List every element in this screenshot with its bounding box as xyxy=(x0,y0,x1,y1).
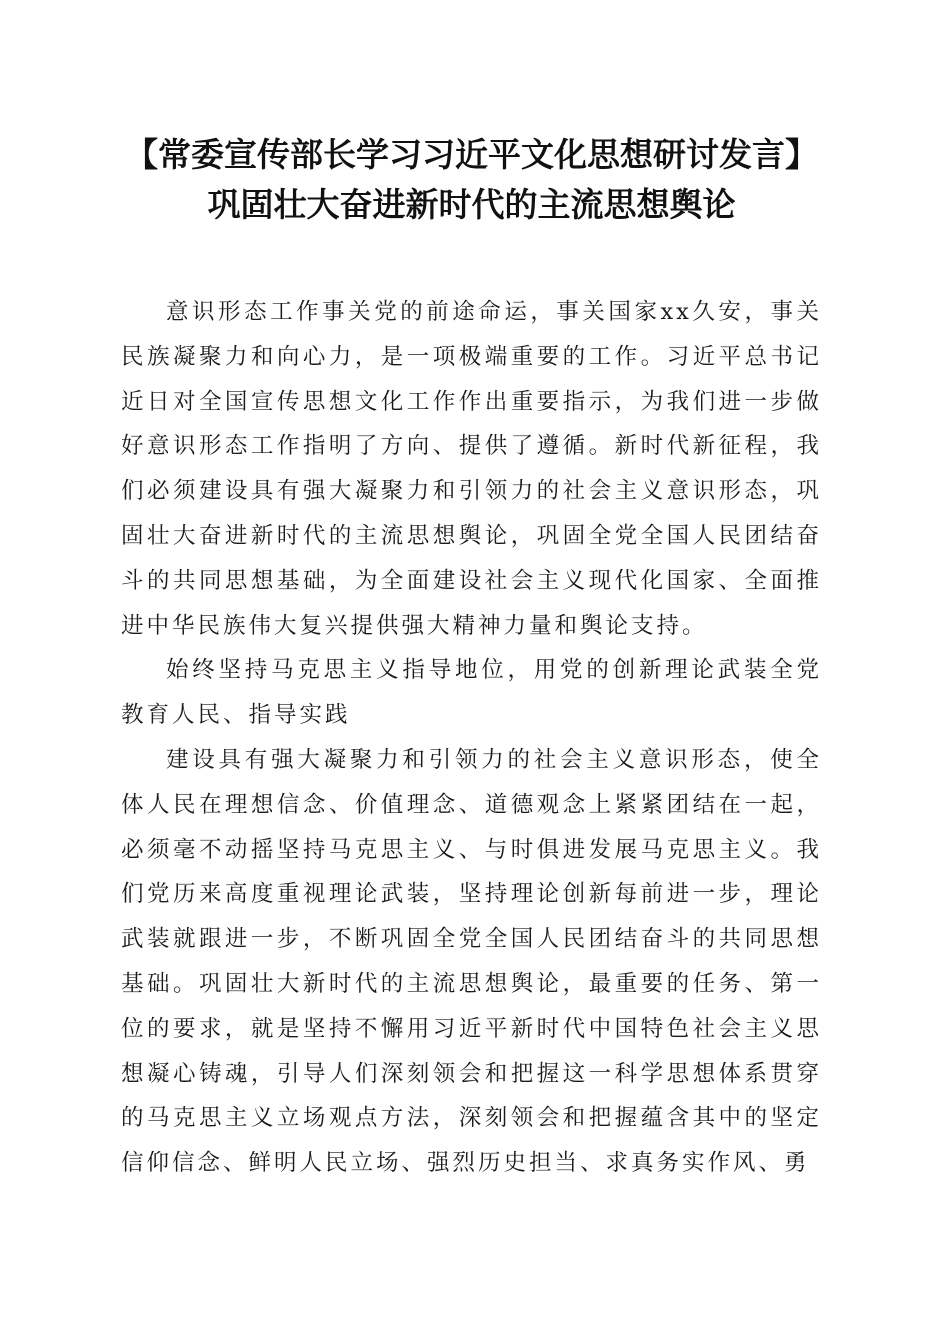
body-paragraph-intro: 意识形态工作事关党的前途命运，事关国家xx久安，事关民族凝聚力和向心力，是一项极端重要的工作。习近平总书记近日对全国宣传思想文化工作作出重要指示，为我们进一步做好意识形态工作指明了方向、提供了遵循。新时代新征程，我们必须建设具有强大凝聚力和引领力的社会主义意识形态，巩固壮大奋进新时代的主流思想舆论，巩固全党全国人民团结奋斗的共同思想基础，为全面建设社会主义现代化国家、全面推进中华民族伟大复兴提供强大精神力量和舆论支持。 xyxy=(121,299,822,639)
document-title: 【常委宣传部长学习习近平文化思想研讨发言】巩固壮大奋进新时代的主流思想舆论 xyxy=(125,135,818,224)
body-paragraph-section-one: 建设具有强大凝聚力和引领力的社会主义意识形态，使全体人民在理想信念、价值理念、道德观念上紧紧团结在一起，必须毫不动摇坚持马克思主义、与时俱进发展马克思主义。我们党历来高度重视理论武装，坚持理论创新每前进一步，理论武装就跟进一步，不断巩固全党全国人民团结奋斗的共同思想基础。巩固壮大新时代的主流思想舆论，最重要的任务、第一位的要求，就是坚持不懈用习近平新时代中国特色社会主义思想凝心铸魂，引导人们深刻领会和把握这一科学思想体系贯穿的马克思主义立场观点方法，深刻领会和把握蕴含其中的坚定信仰信念、鲜明人民立场、强烈历史担当、求真务实作风、勇 xyxy=(121,746,822,1177)
section-heading-paragraph: 始终坚持马克思主义指导地位，用党的创新理论武装全党教育人民、指导实践 xyxy=(121,657,822,729)
